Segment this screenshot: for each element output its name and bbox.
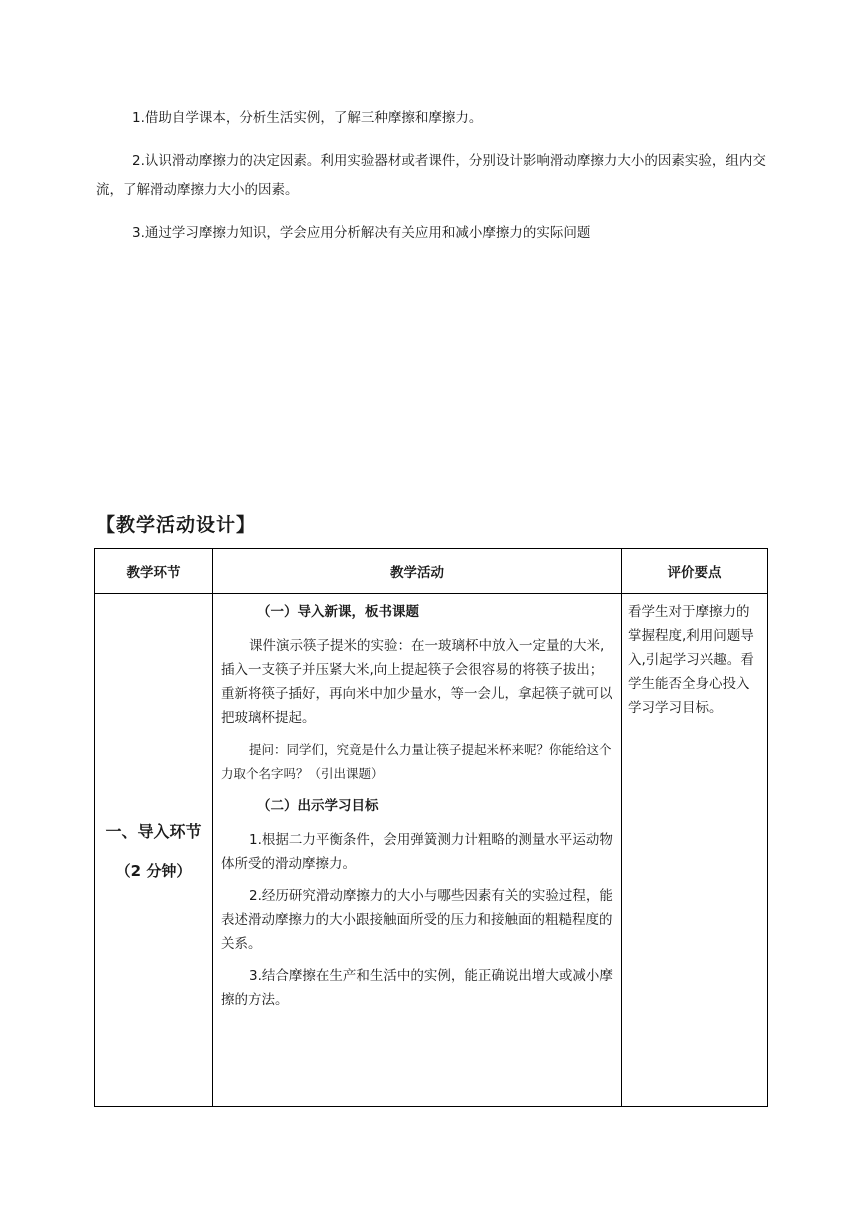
activity-paragraph-question: 提问：同学们，究竟是什么力量让筷子提起米杯来呢？你能给这个力取个名字吗？（引出课题） <box>221 742 612 781</box>
learning-goal-2: 2.经历研究滑动摩擦力的大小与哪些因素有关的实验过程，能表述滑动摩擦力的大小跟接触面所受的压力和接触面的粗糙程度的关系。 <box>221 888 613 952</box>
section-heading: 【教学活动设计】 <box>96 514 257 536</box>
objective-item-3: 3.通过学习摩擦力知识，学会应用分析解决有关应用和减小摩擦力的实际问题 <box>132 225 591 241</box>
objective-item-1: 1.借助自学课本，分析生活实例，了解三种摩擦和摩擦力。 <box>132 110 483 126</box>
table-header-row <box>95 549 768 594</box>
activity-subheading-1: （一）导入新课，板书课题 <box>257 604 419 620</box>
learning-goal-3: 3.结合摩擦在生产和生活中的实例，能正确说出增大或减小摩擦的方法。 <box>221 968 613 1008</box>
stage-time: （2 分钟） <box>115 862 192 880</box>
activity-design-table <box>94 548 768 1107</box>
evaluation-cell: 看学生对于摩擦力的掌握程度,利用问题导入,引起学习兴趣。看学生能否全身心投入学习学习目标。 <box>622 594 768 1107</box>
stage-title: 一、导入环节 <box>105 822 202 841</box>
header-stage: 教学环节 <box>95 549 213 594</box>
table-row <box>95 594 768 1107</box>
stage-cell <box>95 594 213 1107</box>
header-evaluation: 评价要点 <box>622 549 768 594</box>
activity-paragraph-demo: 课件演示筷子提米的实验：在一玻璃杯中放入一定量的大米,插入一支筷子并压紧大米,向上提起筷子会很容易的将筷子拔出；重新将筷子插好，再向米中加少量水，等一会儿，拿起筷子就可以把玻璃杯提起。 <box>221 638 613 726</box>
header-activity: 教学活动 <box>213 549 622 594</box>
intro-objectives <box>96 104 776 262</box>
objective-item-2: 2.认识滑动摩擦力的决定因素。利用实验器材或者课件，分别设计影响滑动摩擦力大小的因素实验，组内交流，了解滑动摩擦力大小的因素。 <box>96 153 766 198</box>
learning-goal-1: 1.根据二力平衡条件，会用弹簧测力计粗略的测量水平运动物体所受的滑动摩擦力。 <box>221 832 613 872</box>
activity-cell <box>213 594 622 1107</box>
activity-subheading-2: （二）出示学习目标 <box>257 798 379 814</box>
